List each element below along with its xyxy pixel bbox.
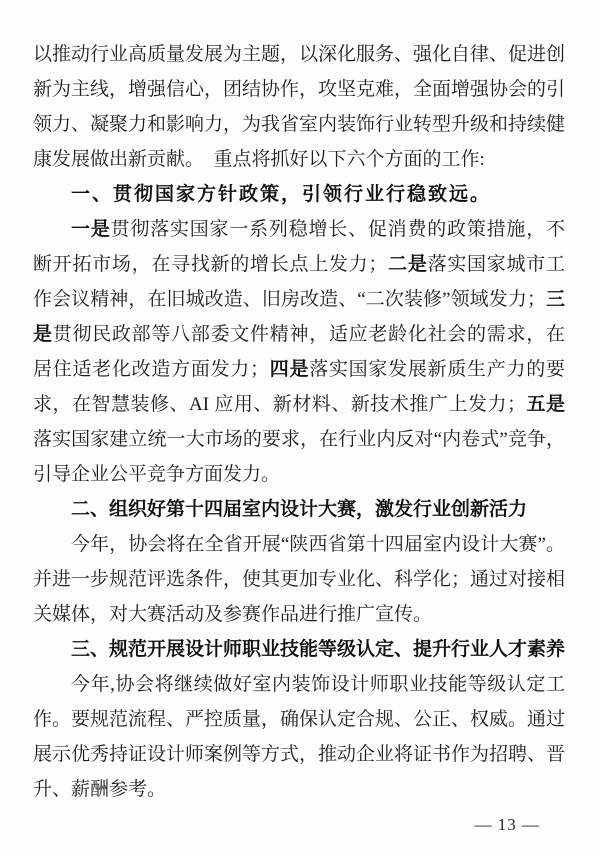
section-1-heading [33,177,565,212]
page-number: — 13 — [474,815,540,834]
heading-text: 一、贯彻国家方针政策，引领行业行稳致远。 [71,184,492,205]
text-run: 今年,协会将继续做好室内装饰设计师职业技能等级认定工作。要规范流程、严控质量，确保认定合规、公正、权威。通过展示优秀持证设计师案例等方式，推动企业将证书作为招聘、晋升、薪酬参考。 [33,674,566,800]
text-run: 贯彻民政部等八部委文件精神，适应老龄化社会的需求，在居住适老化改造方面发力； [33,324,565,380]
heading-text: 三、规范开展设计师职业技能等级认定、提升行业人才素养 [71,639,566,660]
bold-run: 三是 [33,289,565,345]
text-run: 以推动行业高质量发展为主题，以深化服务、强化自律、促进创新为主线，增强信心，团结协作，攻坚克难，全面增强协会的引领力、凝聚力和影响力，为我省室内装饰行业转型升级和持续健康发展做出新贡献。 重点将抓好以下六个方面的工作: [33,44,566,170]
section-2-heading [33,492,565,527]
text-run: 今年，协会将在全省开展“陕西省第十四届室内设计大赛”。并进一步规范评选条件，使其更加专业化、科学化；通过对接相关媒体，对大赛活动及参赛作品进行推广宣传。 [33,534,566,625]
text-run: 落实国家城市工作会议精神，在旧城改造、旧房改造、“二次装修”领域发力； [33,254,565,310]
section-3-paragraph [33,667,565,807]
heading-text: 二、组织好第十四届室内设计大赛，激发行业创新活力 [71,499,528,520]
intro-paragraph [33,37,565,177]
text-run: 贯彻落实国家一系列稳增长、促消费的政策措施，不断开拓市场，在寻找新的增长点上发力； [33,219,565,275]
section-2-paragraph [33,527,565,632]
section-1-paragraph [33,212,565,492]
text-run: 落实国家建立统一大市场的要求，在行业内反对“内卷式”竞争，引导企业公平竞争方面发力。 [33,429,565,485]
document-content [33,37,565,807]
bold-run: 四是 [269,359,310,380]
text-run: 落实国家发展新质生产力的要求，在智慧装修、AI 应用、新材料、新技术推广上发力； [33,359,565,415]
bold-run: 二是 [387,254,428,275]
bold-run: 五是 [525,394,565,415]
bold-run: 一是 [71,219,111,240]
section-3-heading [33,632,565,667]
